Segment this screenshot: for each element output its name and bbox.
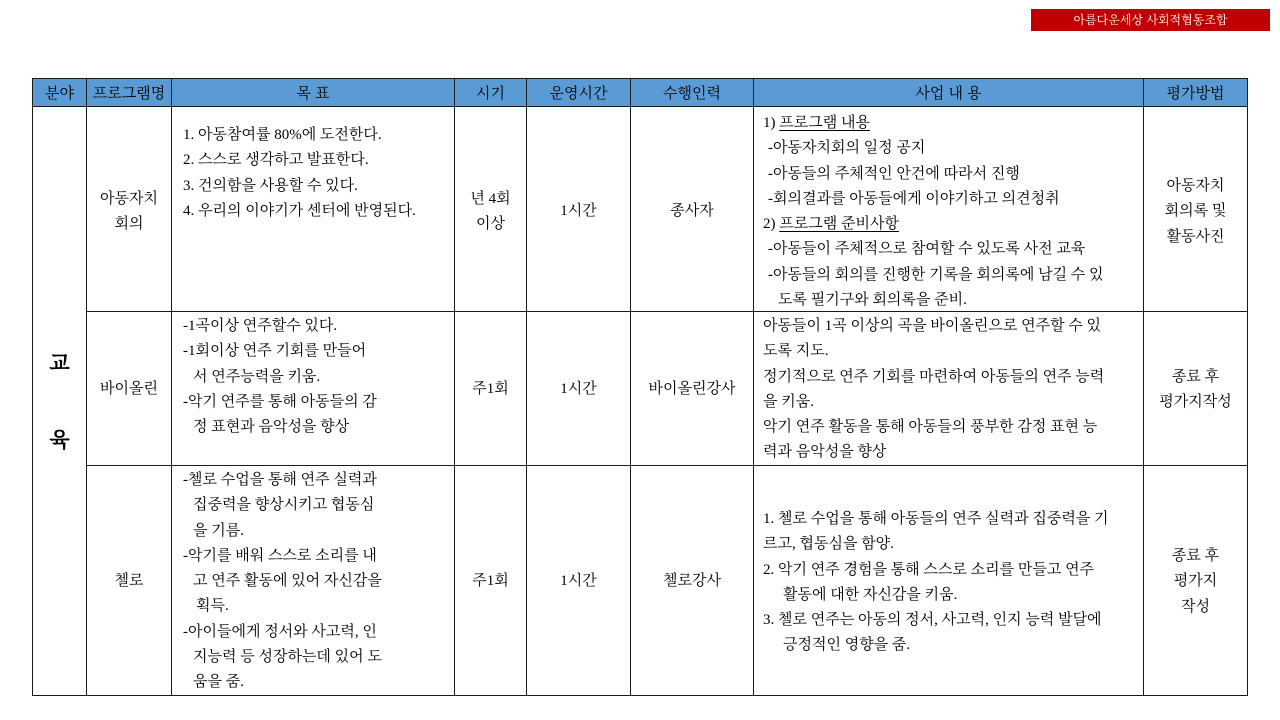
goal-line: 지능력 등 성장하는데 있어 도 xyxy=(193,649,382,666)
content-line: -아동자치회의 일정 공지 xyxy=(768,140,926,157)
content-section-number: 1) xyxy=(763,115,776,131)
goal-line: 고 연주 활동에 있어 자신감을 xyxy=(193,573,382,590)
content-line: 르고, 협동심을 함양. xyxy=(763,536,894,553)
content-line: 을 키움. xyxy=(763,393,814,410)
content-line: 도록 필기구와 회의록을 준비. xyxy=(778,292,967,309)
content-line: -아동들의 회의를 진행한 기록을 회의록에 남길 수 있 xyxy=(768,266,1104,283)
goal-cell xyxy=(172,107,455,312)
header-duration: 운영시간 xyxy=(527,78,631,107)
staff-cell: 첼로강사 xyxy=(631,466,754,696)
content-line: 도록 지도. xyxy=(763,343,829,360)
duration-cell: 1시간 xyxy=(527,107,631,312)
evaluation-line: 평가지작성 xyxy=(1159,394,1232,410)
header-period: 시기 xyxy=(455,78,527,107)
header-staff: 수행인력 xyxy=(631,78,754,107)
goal-line: 2. 스스로 생각하고 발표한다. xyxy=(183,152,369,169)
content-cell xyxy=(754,312,1144,466)
content-line: -아동들의 주체적인 안건에 따라서 진행 xyxy=(768,165,1020,182)
evaluation-line: 회의록 및 xyxy=(1164,203,1227,220)
evaluation-cell xyxy=(1144,466,1248,696)
content-line: 아동들이 1곡 이상의 곡을 바이올린으로 연주할 수 있 xyxy=(763,318,1102,334)
content-cell xyxy=(754,107,1144,312)
goal-line: -1회이상 연주 기회를 만들어 xyxy=(183,343,367,360)
evaluation-line: 평가지 xyxy=(1173,573,1218,590)
program-name-line: 첼로 xyxy=(114,573,144,590)
evaluation-cell xyxy=(1144,312,1248,466)
content-line: -회의결과를 아동들에게 이야기하고 의견청취 xyxy=(768,190,1060,207)
content-section-title: 프로그램 준비사항 xyxy=(779,216,899,233)
duration-cell: 1시간 xyxy=(527,466,631,696)
program-table xyxy=(32,78,1248,696)
evaluation-line: 작성 xyxy=(1181,598,1210,615)
evaluation-line: 종료 후 xyxy=(1171,548,1220,565)
program-name-line: 회의 xyxy=(114,216,144,232)
goal-line: 움을 줌. xyxy=(193,674,244,691)
header-content: 사업 내 용 xyxy=(754,78,1144,107)
program-name-cell xyxy=(87,466,172,696)
goal-line: 집중력을 향상시키고 협동심 xyxy=(193,497,375,514)
goal-line: -1곡이상 연주할수 있다. xyxy=(183,318,338,334)
period-cell xyxy=(455,107,527,312)
goal-line: 서 연주능력을 키움. xyxy=(193,368,321,385)
period-cell xyxy=(455,466,527,696)
goal-line: 획득. xyxy=(196,598,229,615)
content-line: 긍정적인 영향을 줌. xyxy=(783,637,911,654)
header-field: 분야 xyxy=(32,78,87,107)
period-cell xyxy=(455,312,527,466)
content-line: 1. 첼로 수업을 통해 아동들의 연주 실력과 집중력을 기 xyxy=(763,511,1109,527)
staff-cell: 종사자 xyxy=(631,107,754,312)
goal-line: -아이들에게 정서와 사고력, 인 xyxy=(183,623,377,640)
period-line: 년 4회 xyxy=(470,190,511,207)
content-line: 활동에 대한 자신감을 키움. xyxy=(783,586,958,603)
content-section-number: 2) xyxy=(763,216,776,233)
goal-line: 정 표현과 음악성을 향상 xyxy=(193,419,350,436)
header-evaluation: 평가방법 xyxy=(1144,78,1248,107)
program-name-line: 바이올린 xyxy=(100,381,158,398)
evaluation-line: 종료 후 xyxy=(1171,368,1220,385)
program-name-line: 아동자치 xyxy=(100,190,158,207)
content-line: 3. 첼로 연주는 아동의 정서, 사고력, 인지 능력 발달에 xyxy=(763,612,1102,629)
content-line: 정기적으로 연주 기회를 마련하여 아동들의 연주 능력 xyxy=(763,368,1105,385)
evaluation-line: 아동자치 xyxy=(1166,178,1225,195)
goal-line: 3. 건의함을 사용할 수 있다. xyxy=(183,177,358,194)
organization-badge: 아름다운세상 사회적협동조합 xyxy=(1031,9,1270,31)
header-program-name: 프로그램명 xyxy=(87,78,172,107)
content-section-heading xyxy=(763,111,1143,136)
goal-cell xyxy=(172,312,455,466)
content-line: 2. 악기 연주 경험을 통해 스스로 소리를 만들고 연주 xyxy=(763,561,1095,578)
goal-line: 1. 아동참여률 80%에 도전한다. xyxy=(183,127,382,143)
goal-line: 4. 우리의 이야기가 센터에 반영된다. xyxy=(183,202,416,219)
content-section-title: 프로그램 내용 xyxy=(779,115,870,131)
staff-cell: 바이올린강사 xyxy=(631,312,754,466)
period-line: 주1회 xyxy=(472,381,509,398)
period-line: 이상 xyxy=(476,216,505,232)
goal-cell xyxy=(172,466,455,696)
goal-line: -악기 연주를 통해 아동들의 감 xyxy=(183,393,377,410)
evaluation-cell xyxy=(1144,107,1248,312)
field-label-char: 교 xyxy=(49,350,70,375)
evaluation-line: 활동사진 xyxy=(1166,228,1225,245)
field-label-char: 육 xyxy=(49,427,70,452)
period-line: 주1회 xyxy=(472,573,509,590)
header-goal: 목 표 xyxy=(172,78,455,107)
program-name-cell xyxy=(87,107,172,312)
content-line: 력과 음악성을 향상 xyxy=(763,444,887,461)
goal-line: -첼로 수업을 통해 연주 실력과 xyxy=(183,472,377,488)
program-name-cell xyxy=(87,312,172,466)
content-line: 악기 연주 활동을 통해 아동들의 풍부한 감정 표현 능 xyxy=(763,419,1098,436)
goal-line: 을 기름. xyxy=(193,522,244,539)
content-line: -아동들이 주체적으로 참여할 수 있도록 사전 교육 xyxy=(768,241,1086,258)
content-cell xyxy=(754,466,1144,696)
duration-cell: 1시간 xyxy=(527,312,631,466)
goal-line: -악기를 배워 스스로 소리를 내 xyxy=(183,547,377,564)
content-section-heading xyxy=(763,212,1143,237)
field-cell xyxy=(32,107,87,696)
